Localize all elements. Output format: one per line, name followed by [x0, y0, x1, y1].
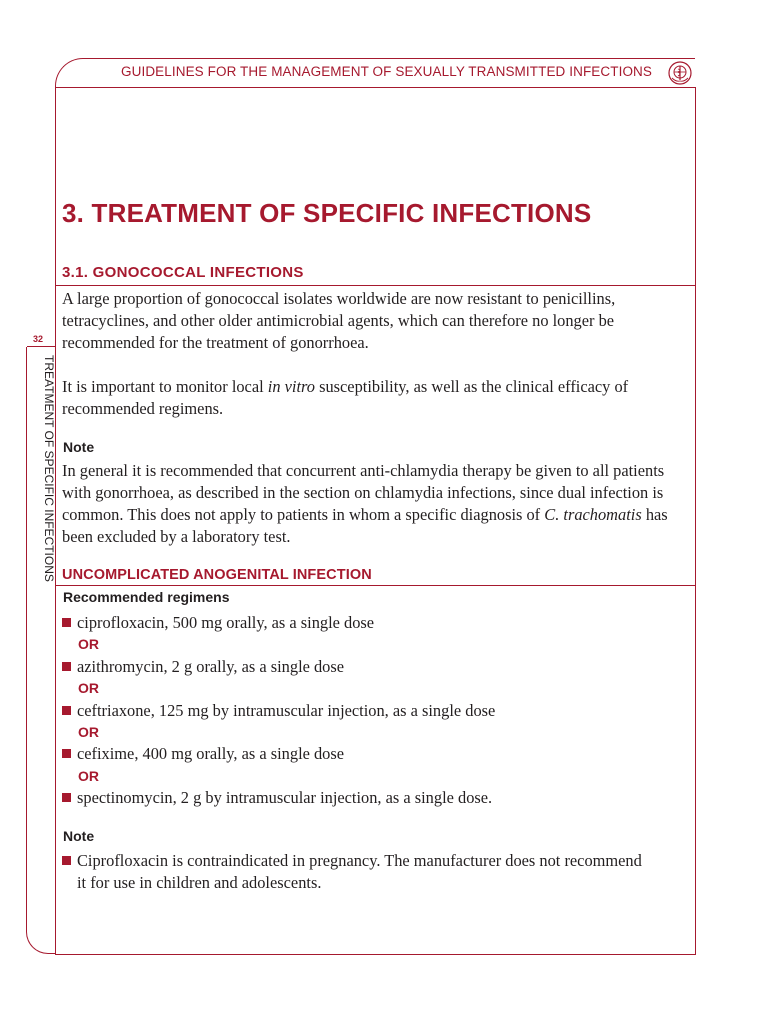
note-line: Ciprofloxacin is contraindicated in pregnancy. The manufacturer does not recommend [77, 851, 642, 870]
note-paragraph [62, 460, 692, 548]
regimen-text: ciprofloxacin, 500 mg orally, as a single dose [77, 613, 375, 632]
note-italic: C. trachomatis [544, 505, 642, 524]
list-item [62, 787, 692, 809]
list-item [62, 743, 692, 765]
section-rule [55, 285, 696, 286]
list-item [62, 850, 692, 894]
monitoring-paragraph [62, 376, 692, 420]
monitoring-text-end: susceptibility, as well as the clinical efficacy of recommended regimens. [62, 377, 629, 418]
subsection-heading: UNCOMPLICATED ANOGENITAL INFECTION [62, 567, 372, 583]
list-item [62, 612, 692, 634]
regimens-label: Recommended regimens [63, 589, 230, 605]
or-separator: OR [78, 636, 99, 652]
monitoring-text-italic: in vitro [267, 377, 315, 396]
intro-paragraph: A large proportion of gonococcal isolates worldwide are now resistant to penicillins, tetracyclines, and other older antimicrobial agents, which can therefore no longer be recommended for the treatment of gonorrhoea. [62, 289, 616, 352]
section-heading: 3.1. GONOCOCCAL INFECTIONS [62, 264, 304, 281]
regimen-text: ceftriaxone, 125 mg by intramuscular injection, as a single dose [77, 701, 496, 720]
bullet-square-icon [62, 749, 71, 758]
regimen-text: cefixime, 400 mg orally, as a single dose [77, 744, 345, 763]
list-item [62, 700, 692, 722]
or-separator: OR [78, 680, 99, 696]
chapter-title: 3. TREATMENT OF SPECIFIC INFECTIONS [62, 198, 592, 228]
regimen-text: spectinomycin, 2 g by intramuscular injection, as a single dose. [77, 788, 493, 807]
bullet-square-icon [62, 662, 71, 671]
side-tab-label: TREATMENT OF SPECIFIC INFECTIONS [42, 355, 56, 582]
bullet-square-icon [62, 793, 71, 802]
note-label: Note [63, 828, 95, 844]
or-separator: OR [78, 768, 99, 784]
bullet-square-icon [62, 618, 71, 627]
list-item [62, 656, 692, 678]
monitoring-text-start: It is important to monitor local [62, 377, 268, 396]
running-header: GUIDELINES FOR THE MANAGEMENT OF SEXUALLY TRANSMITTED INFECTIONS [121, 64, 652, 79]
note-line: it for use in children and adolescents. [77, 873, 322, 892]
bullet-square-icon [62, 706, 71, 715]
page-number: 32 [33, 334, 44, 344]
note-text-end: has been excluded by a laboratory test. [62, 505, 668, 546]
subsection-rule [55, 585, 696, 586]
who-emblem-icon [667, 60, 693, 86]
regimen-text: azithromycin, 2 g orally, as a single dose [77, 657, 345, 676]
bullet-square-icon [62, 856, 71, 865]
note-text: In general it is recommended that concurrent anti-chlamydia therapy be given to all patients with gonorrhoea, as described in the section on chlamydia infections, since dual infection is common. This does not apply to patients in whom a specific diagnosis of [62, 461, 665, 524]
note-label: Note [63, 439, 95, 455]
or-separator: OR [78, 724, 99, 740]
